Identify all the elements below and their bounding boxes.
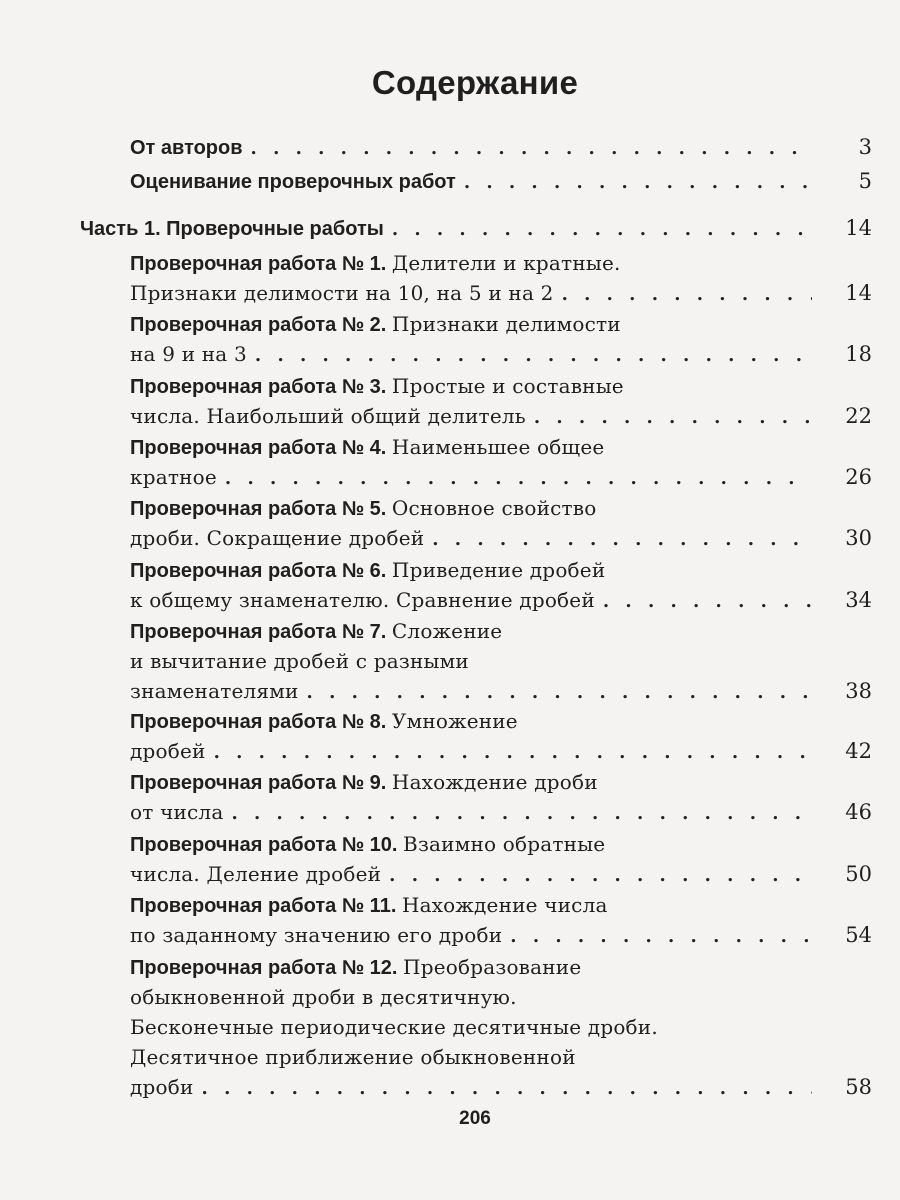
toc-page-number: 14	[845, 281, 872, 305]
work-title-text: Основное свойство	[391, 496, 597, 520]
toc-line-text	[130, 1072, 194, 1105]
work-title-text: Делители и кратные.	[391, 251, 621, 275]
toc-line-text	[130, 982, 517, 1015]
work-number-label: Проверочная работа № 11.	[130, 895, 402, 917]
work-title-text: числа. Наибольший общий делитель	[130, 404, 526, 428]
toc-line	[80, 213, 872, 243]
toc-line-text	[130, 278, 554, 311]
toc-page-number: 22	[845, 404, 872, 428]
toc-page-number: 42	[845, 739, 872, 763]
work-title-text: обыкновенной дроби в десятичную.	[130, 985, 517, 1009]
work-number-label: Проверочная работа № 9.	[130, 772, 392, 794]
toc-entry-work[interactable]	[130, 616, 872, 706]
toc-line-text	[130, 859, 381, 892]
toc-line	[130, 585, 872, 615]
work-title-text: к общему знаменателю. Сравнение дробей	[130, 588, 595, 612]
toc-line	[130, 555, 872, 585]
toc-line-text	[130, 1042, 576, 1075]
work-title-text: Простые и составные	[391, 374, 624, 398]
dot-leader	[432, 525, 812, 555]
toc-page-number: 50	[845, 862, 872, 886]
toc-page-number: 34	[845, 588, 872, 612]
toc-line-text	[130, 339, 247, 372]
toc-entry[interactable]	[130, 132, 872, 162]
toc-line	[130, 371, 872, 401]
work-title-text: Признаки делимости на 10, на 5 и на 2	[130, 281, 554, 305]
toc-part-label: Часть 1. Проверочные работы	[80, 218, 384, 240]
work-number-label: Проверочная работа № 12.	[130, 957, 404, 979]
dot-leader	[534, 403, 812, 433]
dot-leader	[392, 215, 812, 245]
toc-part-heading[interactable]	[80, 213, 872, 243]
work-number-label: Проверочная работа № 6.	[130, 560, 392, 582]
work-number-label: Проверочная работа № 7.	[130, 621, 392, 643]
toc-page-number: 54	[845, 923, 872, 947]
toc-line-text	[130, 676, 299, 709]
toc-line	[130, 920, 872, 950]
work-title-text: Признаки делимости	[391, 312, 621, 336]
dot-leader	[510, 922, 812, 952]
toc-line	[130, 523, 872, 553]
work-number-label: Проверочная работа № 4.	[130, 437, 392, 459]
toc-line-text	[130, 167, 456, 199]
toc-line	[130, 278, 872, 308]
toc-line-text	[130, 736, 206, 769]
toc-line	[130, 1012, 872, 1042]
work-title-text: числа. Деление дробей	[130, 862, 382, 886]
toc-page-number: 38	[845, 679, 872, 703]
toc-line-text	[130, 585, 595, 618]
work-title-text: кратное	[130, 465, 217, 489]
toc-line-text	[130, 890, 608, 923]
toc-line	[130, 797, 872, 827]
toc-line-text	[130, 248, 621, 281]
toc-line	[130, 859, 872, 889]
work-number-label: Проверочная работа № 8.	[130, 711, 392, 733]
dot-leader	[464, 168, 812, 198]
toc-line-text	[130, 523, 424, 556]
toc-line	[130, 706, 872, 736]
work-title-text: Нахождение дроби	[391, 770, 598, 794]
toc-line-text	[130, 829, 605, 862]
dot-leader	[255, 341, 812, 371]
work-title-text: Взаимно обратные	[403, 832, 606, 856]
work-title-text: Десятичное приближение обыкновенной	[130, 1045, 576, 1069]
toc-line	[130, 767, 872, 797]
toc-line-text	[130, 646, 469, 679]
toc-line	[130, 1042, 872, 1072]
dot-leader	[231, 799, 812, 829]
toc-line-text	[130, 1012, 658, 1045]
toc-line	[130, 676, 872, 706]
toc-line	[130, 646, 872, 676]
toc-line-text	[130, 133, 243, 165]
toc-line-text	[80, 214, 384, 246]
toc-line	[130, 982, 872, 1012]
toc-entry-work[interactable]	[130, 555, 872, 615]
work-title-text: Сложение	[391, 619, 503, 643]
toc-entry-work[interactable]	[130, 829, 872, 889]
toc-entry-label: Оценивание проверочных работ	[130, 171, 456, 193]
toc-line-text	[130, 952, 581, 985]
toc-line-text	[130, 401, 526, 434]
work-title-text: Бесконечные периодические десятичные дроби.	[130, 1015, 658, 1039]
toc-line	[130, 166, 872, 196]
toc-line-text	[130, 767, 598, 800]
toc-entry-label: От авторов	[130, 137, 243, 159]
toc-entry-work[interactable]	[130, 248, 872, 308]
toc-line	[130, 890, 872, 920]
toc-line	[130, 248, 872, 278]
work-number-label: Проверочная работа № 10.	[130, 834, 404, 856]
toc-page-number: 3	[858, 135, 872, 159]
toc-line	[130, 1072, 872, 1102]
work-title-text: на 9 и на 3	[130, 342, 247, 366]
toc-page-number: 5	[858, 169, 872, 193]
toc-page-number: 58	[845, 1075, 872, 1099]
work-title-text: по заданному значению его дроби	[130, 923, 503, 947]
toc-entry-work[interactable]	[130, 706, 872, 766]
toc-entry-work[interactable]	[130, 493, 872, 553]
dot-leader	[214, 738, 812, 768]
toc-entry-work[interactable]	[130, 432, 872, 492]
work-title-text: Нахождение числа	[401, 893, 608, 917]
toc-line	[130, 462, 872, 492]
toc-entry-work[interactable]	[130, 952, 872, 1102]
toc-entry-work[interactable]	[130, 767, 872, 827]
dot-leader	[389, 861, 812, 891]
toc-line-text	[130, 493, 597, 526]
toc-line	[130, 493, 872, 523]
dot-leader	[225, 464, 812, 494]
toc-page-number: 30	[845, 526, 872, 550]
toc-page-number: 14	[845, 216, 872, 240]
toc-line-text	[130, 706, 518, 739]
toc-line	[130, 952, 872, 982]
work-title-text: Преобразование	[403, 955, 582, 979]
work-title-text: и вычитание дробей с разными	[130, 649, 469, 673]
work-number-label: Проверочная работа № 3.	[130, 376, 392, 398]
work-title-text: от числа	[130, 800, 224, 824]
work-title-text: Наименьшее общее	[391, 435, 605, 459]
toc-page-number: 26	[845, 465, 872, 489]
toc-entry-work[interactable]	[130, 309, 872, 369]
dot-leader	[202, 1074, 812, 1104]
toc-line	[130, 736, 872, 766]
toc-line-text	[130, 920, 502, 953]
page-title: Содержание	[371, 64, 579, 101]
work-title-text: дробей	[130, 739, 206, 763]
work-number-label: Проверочная работа № 2.	[130, 314, 392, 336]
toc-line	[130, 132, 872, 162]
toc-line	[130, 309, 872, 339]
page-number: 206	[459, 1108, 491, 1129]
toc-line-text	[130, 616, 502, 649]
toc-line	[130, 432, 872, 462]
toc-page-number: 46	[845, 800, 872, 824]
work-number-label: Проверочная работа № 5.	[130, 498, 392, 520]
toc-line-text	[130, 797, 223, 830]
work-title-text: знаменателями	[130, 679, 299, 703]
toc-line	[130, 616, 872, 646]
dot-leader	[307, 678, 812, 708]
toc-entry[interactable]	[130, 166, 872, 196]
toc-line	[130, 339, 872, 369]
toc-line-text	[130, 432, 604, 465]
work-number-label: Проверочная работа № 1.	[130, 253, 392, 275]
work-title-text: Умножение	[391, 709, 518, 733]
toc-page-number: 18	[845, 342, 872, 366]
toc-line-text	[130, 462, 217, 495]
dot-leader	[251, 134, 812, 164]
dot-leader	[562, 280, 812, 310]
toc-line-text	[130, 555, 605, 588]
dot-leader	[603, 587, 812, 617]
work-title-text: Приведение дробей	[391, 558, 606, 582]
work-title-text: дроби. Сокращение дробей	[130, 526, 425, 550]
toc-line-text	[130, 371, 624, 404]
work-title-text: дроби	[130, 1075, 194, 1099]
toc-line-text	[130, 309, 621, 342]
toc-line	[130, 401, 872, 431]
toc-line	[130, 829, 872, 859]
toc-entry-work[interactable]	[130, 890, 872, 950]
toc-entry-work[interactable]	[130, 371, 872, 431]
